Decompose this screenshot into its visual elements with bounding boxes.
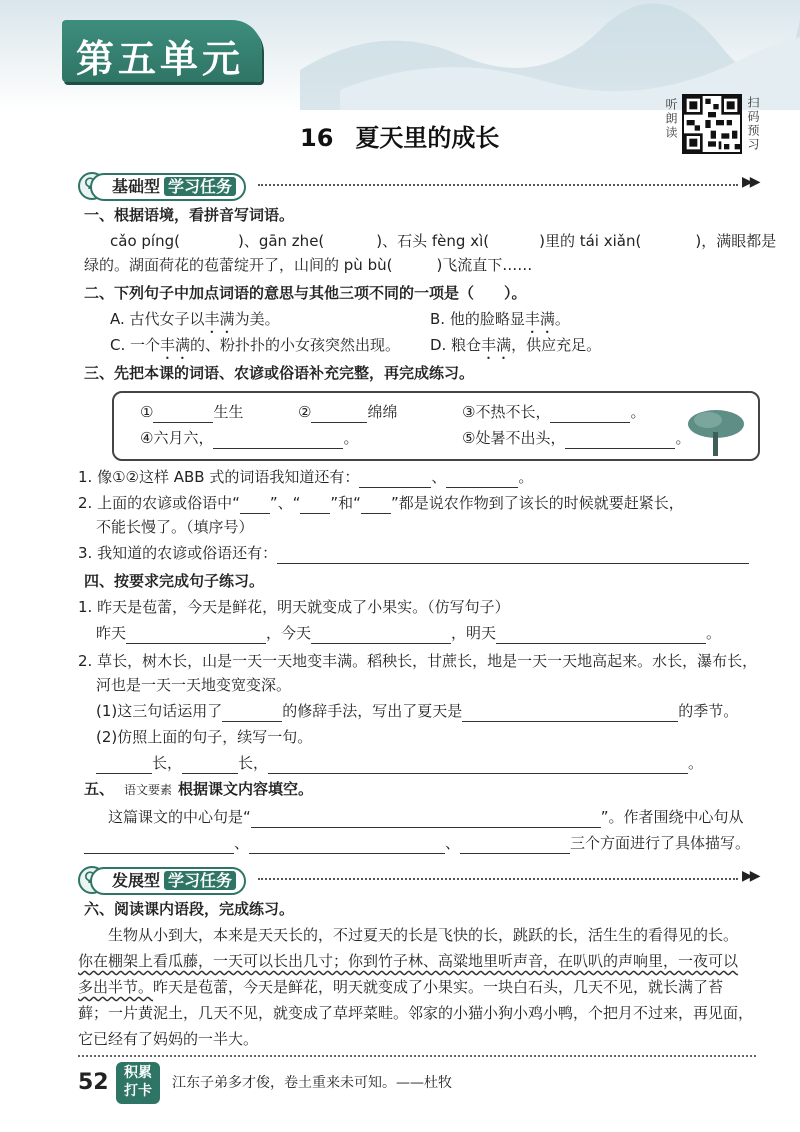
q1-line1: [110, 230, 776, 252]
page-number: 52: [78, 1070, 109, 1095]
q3-sub1: 1. 像①②这样 ABB 式的词语我知道还有： 、 。: [78, 468, 534, 486]
q5-line1: [108, 806, 744, 828]
q1-text-f: 绿的。湖面荷花的苞蕾绽开了，山间的 pù bù(: [84, 256, 393, 274]
blank[interactable]: [84, 837, 234, 854]
q4-sub1: 1. 昨天是苞蕾，今天是鲜花，明天就变成了小果实。（仿写句子）: [78, 598, 510, 616]
qr-caption-left: 听朗读: [664, 98, 678, 140]
q6-title: 六、阅读课内语段，完成练习。: [84, 900, 295, 918]
qr-pattern: [684, 96, 740, 152]
double-arrow-icon: ▶▶: [742, 868, 758, 884]
q2-d-post: ，供应充足。: [511, 336, 602, 354]
blank[interactable]: [268, 757, 688, 774]
q5-l1a: 这篇课文的中心句是“: [108, 808, 251, 826]
q4-sub2: 2. 草长，树木长，山是一天一天地变丰满。稻秧长，甘蔗长，地是一天一天地高起来。水长，瀑布长，: [78, 652, 758, 670]
q3-box-item4: ④六月六， 。: [140, 429, 359, 447]
qr-code-icon[interactable]: [682, 94, 742, 154]
section-header-basic: [78, 172, 758, 198]
blank[interactable]: [359, 471, 431, 488]
q4-sub2-1: [96, 700, 738, 722]
blank[interactable]: [460, 837, 570, 854]
q5-num: 五、: [84, 780, 115, 798]
q4-s2c2: 的修辞手法，写出了夏天是: [282, 702, 463, 720]
section-dotted-line: [258, 878, 738, 880]
q3-box-item5: ⑤处暑不出头， 。: [462, 429, 691, 447]
q3-sub3-text: 3. 我知道的农谚或俗语还有：: [78, 544, 278, 562]
q6-p3-rest: 昨天是苞蕾，今天是鲜花，明天就变成了小果实。一块白石头，几天不见，就长满了苔: [153, 978, 724, 996]
blank[interactable]: [462, 705, 678, 722]
q4-tomorrow: ，明天: [451, 624, 497, 642]
q3-sub2-d: ”都是说农作物到了该长的时候就要赶紧长，: [390, 494, 684, 512]
q5-title-text: 根据课文内容填空。: [178, 780, 314, 798]
q3-box-item3: ③不热不长， 。: [462, 403, 646, 421]
q2-b-dot: 丰满: [524, 310, 555, 328]
q3-sub2-a: 2. 上面的农谚或俗语中“: [78, 494, 240, 512]
blank[interactable]: [153, 406, 213, 423]
q5-l1b: ”。作者围绕中心句从: [600, 808, 744, 826]
qr-caption-right: 扫码预习: [746, 96, 760, 152]
section-tag: 学习任务: [164, 871, 236, 890]
q3-box4-text: ④六月六，: [140, 429, 214, 447]
q3-box1-num: ①: [140, 403, 154, 421]
q1-line2: [84, 254, 532, 276]
lesson-name: 夏天里的成长: [355, 124, 500, 152]
q1-text-c: )、石头 fèng xì(: [376, 232, 490, 250]
badge-line1: 积累: [124, 1065, 152, 1081]
q4-sub1-blanks: 昨天 ，今天 ，明天 。: [96, 624, 722, 642]
q6-passage-line4: 藓；一片黄泥土，几天不见，就变成了草坪菜畦。邻家的小猫小狗小鸡小鸭，个把月不过来，再见面，: [78, 1004, 754, 1022]
section-tag: 学习任务: [164, 177, 236, 196]
q4-s2c3: 的季节。: [678, 702, 739, 720]
q3-box-item1: [140, 401, 243, 423]
blank[interactable]: [96, 757, 152, 774]
q3-sub2: [78, 492, 684, 514]
q2-a-dot: 丰满: [204, 310, 235, 328]
footer-quote: 江东子弟多才俊，卷土重来未可知。——杜牧: [172, 1075, 452, 1091]
q3-title: 三、先把本课的词语、农谚或俗语补充完整，再完成练习。: [84, 364, 475, 382]
double-arrow-icon: ▶▶: [742, 174, 758, 190]
q3-sub2-cont: 不能长慢了。（填序号）: [96, 518, 254, 536]
badge-line2: 打卡: [124, 1083, 152, 1099]
q3-box5-text: ⑤处暑不出头，: [462, 429, 566, 447]
tree-icon: [686, 404, 746, 458]
q6-passage-line1: 生物从小到大，本来是天天长的，不过夏天的长是飞快的长，跳跃的长，活生生的看得见的长。: [108, 926, 739, 944]
q2-c-dot: 丰满: [160, 336, 191, 354]
q4-today: ，今天: [266, 624, 312, 642]
blank[interactable]: [251, 811, 601, 828]
q5-line2: 、 、 三个方面进行了具体描写。: [84, 832, 750, 854]
q5-tag: 语文要素: [124, 783, 173, 797]
q2-d-pre: D. 粮仓: [430, 336, 482, 354]
q3-box2-num: ②: [298, 403, 312, 421]
q3-box1-word: 生生: [213, 403, 244, 421]
footer-divider: [78, 1055, 756, 1057]
q6-p3-underlined: 多出半节。: [78, 978, 154, 996]
q1-text-a: cǎo píng(: [110, 232, 180, 250]
section-prefix: 发展型: [112, 871, 161, 890]
q5-title: [84, 778, 313, 801]
q2-title: 二、下列句子中加点词语的意思与其他三项不同的一项是（ ）。: [84, 284, 527, 302]
q4-sub2-2-blanks: 长， 长， 。: [96, 752, 703, 774]
q3-box2-word: 绵绵: [367, 403, 398, 421]
q4-yesterday: 昨天: [96, 624, 127, 642]
q2-option-a: [110, 308, 280, 337]
q1-title: 一、根据语境，看拼音写词语。: [84, 206, 295, 224]
blank[interactable]: [222, 705, 282, 722]
section-label: [90, 173, 246, 201]
q3-sub2-b: ”、“: [269, 494, 301, 512]
q2-d-dot: 丰满: [481, 336, 512, 354]
q1-text-e: )，满眼都是: [695, 232, 777, 250]
blank[interactable]: [361, 497, 391, 514]
q3-box3-text: ③不热不长，: [462, 403, 551, 421]
section-dotted-line: [258, 184, 738, 186]
blank[interactable]: [446, 471, 518, 488]
unit-title: 第五单元: [76, 37, 245, 81]
blank[interactable]: [565, 432, 675, 449]
section-label: [90, 867, 246, 895]
section-header-dev: [78, 866, 758, 892]
q1-text-g: )飞流直下……: [436, 256, 533, 274]
q4-s2e2: 长，: [238, 754, 269, 772]
q3-sub3: [78, 542, 749, 564]
blank[interactable]: [311, 627, 451, 644]
lesson-title: [300, 118, 499, 153]
blank[interactable]: [496, 627, 706, 644]
blank[interactable]: [240, 497, 270, 514]
q3-sub2-c: ”和“: [330, 494, 361, 512]
blank[interactable]: [213, 432, 343, 449]
blank[interactable]: [550, 406, 630, 423]
blank[interactable]: [277, 547, 749, 564]
blank[interactable]: [126, 627, 266, 644]
q4-title: 四、按要求完成句子练习。: [84, 572, 265, 590]
q2-option-c: [110, 334, 400, 363]
q4-s2c1: (1)这三句话运用了: [96, 702, 223, 720]
q1-text-b: )、gān zhe(: [237, 232, 325, 250]
q4-s2e1: 长，: [152, 754, 183, 772]
section-prefix: 基础型: [112, 177, 161, 196]
q2-c-pre: C. 一个: [110, 336, 161, 354]
q6-passage-line5: 它已经有了妈妈的一半大。: [78, 1030, 259, 1048]
accumulate-badge: [116, 1062, 160, 1104]
q2-option-b: [430, 308, 570, 337]
q4-sub2-cont: 河也是一天一天地变宽变深。: [96, 676, 292, 694]
q6-passage-line3: [78, 976, 723, 998]
q2-a-pre: A. 古代女子以: [110, 310, 205, 328]
q2-b-pre: B. 他的脸略显: [430, 310, 525, 328]
blank[interactable]: [249, 837, 445, 854]
q4-sub2-2: (2)仿照上面的句子，续写一句。: [96, 728, 313, 746]
q2-c-post: 的、粉扑扑的小女孩突然出现。: [190, 336, 401, 354]
q2-b-post: 。: [554, 310, 570, 328]
q2-a-post: 为美。: [234, 310, 280, 328]
q2-option-d: [430, 334, 601, 363]
blank[interactable]: [182, 757, 238, 774]
q1-text-d: )里的 tái xiǎn(: [539, 232, 642, 250]
lesson-number: 16: [300, 124, 334, 152]
q3-box-item2: [298, 401, 397, 423]
blank[interactable]: [300, 497, 330, 514]
blank[interactable]: [311, 406, 367, 423]
q3-sub1-text: 1. 像①②这样 ABB 式的词语我知道还有：: [78, 468, 360, 486]
q5-l2: 三个方面进行了具体描写。: [570, 834, 751, 852]
q6-passage-line2: 你在棚架上看瓜藤，一天可以长出几寸；你到竹子林、高粱地里听声音，在叭叭的声响里，一夜可以: [78, 952, 739, 970]
